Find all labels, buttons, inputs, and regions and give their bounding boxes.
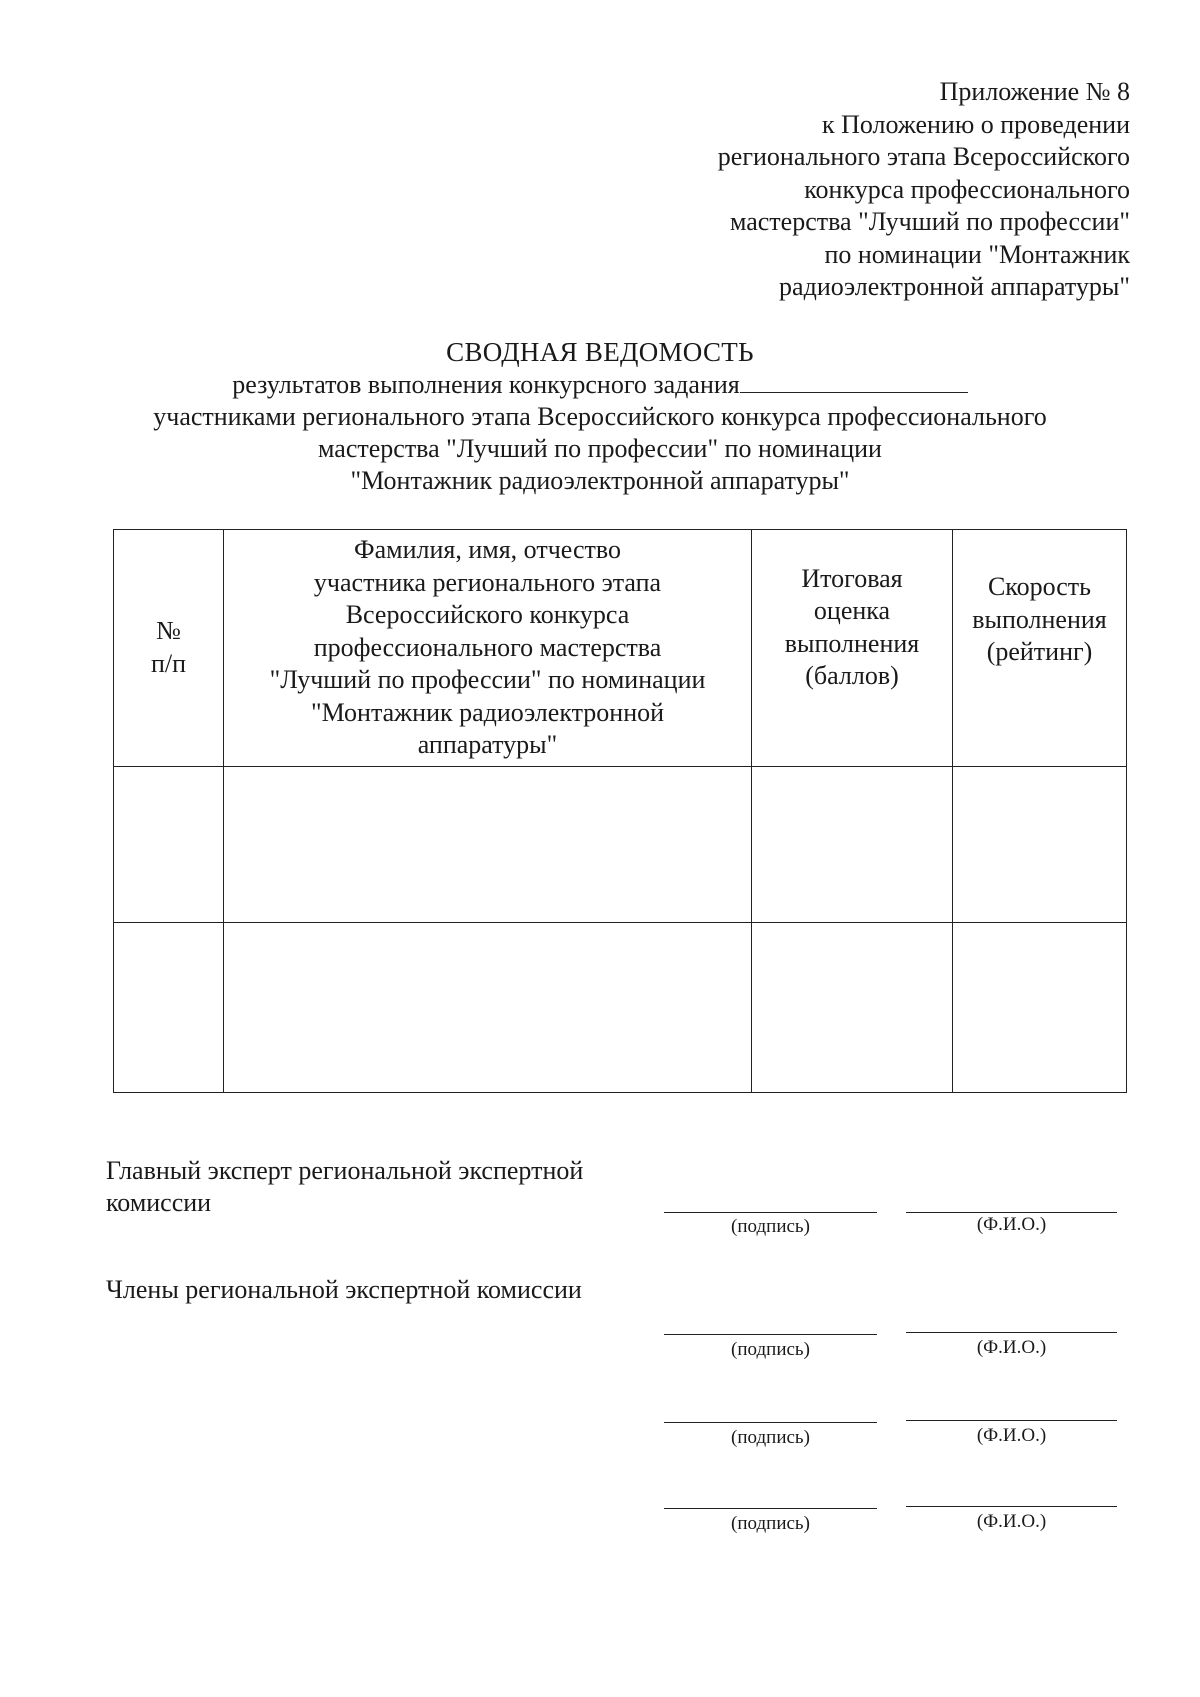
member-fio-line[interactable] — [906, 1506, 1117, 1507]
header-participant-name — [224, 530, 752, 767]
member-signature-line[interactable] — [664, 1422, 877, 1423]
header-number-line: п/п — [150, 648, 187, 678]
chief-expert-label — [106, 1155, 666, 1219]
cell-number[interactable] — [114, 922, 224, 1092]
header-number — [114, 530, 224, 767]
header-name-line: Всероссийского конкурса — [345, 600, 630, 629]
table-header-row — [114, 530, 1127, 767]
cell-participant-name[interactable] — [224, 766, 752, 922]
signature-caption: (подпись) — [731, 1339, 810, 1360]
heading-line-1 — [0, 368, 1200, 401]
signature-caption: (подпись) — [731, 1427, 810, 1448]
header-speed-line: (рейтинг) — [986, 637, 1093, 666]
chief-expert-label-line: Главный эксперт региональной экспертной — [106, 1156, 584, 1185]
header-score-line: выполнения — [784, 628, 920, 658]
cell-speed-rating[interactable] — [953, 766, 1127, 922]
header-name-line: профессионального мастерства — [313, 632, 662, 662]
cell-final-score[interactable] — [752, 922, 953, 1092]
header-name-line: участника регионального этапа — [313, 567, 662, 597]
members-label: Члены региональной экспертной комиссии — [106, 1275, 582, 1304]
member-fio-line[interactable] — [906, 1420, 1117, 1421]
header-speed-rating — [953, 530, 1127, 767]
header-final-score — [752, 530, 953, 767]
fio-caption: (Ф.И.О.) — [976, 1425, 1047, 1446]
appendix-note — [570, 76, 1130, 304]
member-signature-line[interactable] — [664, 1334, 877, 1335]
fio-caption: (Ф.И.О.) — [976, 1214, 1047, 1235]
appendix-line: Приложение № 8 — [939, 77, 1130, 106]
header-name-line: "Монтажник радиоэлектронной — [310, 697, 665, 727]
fio-caption: (Ф.И.О.) — [976, 1511, 1047, 1532]
chief-expert-label-line: комиссии — [106, 1188, 212, 1217]
heading-line-3: мастерства "Лучший по профессии" по номинации — [318, 434, 882, 463]
document-heading — [0, 336, 1200, 497]
table-row — [114, 922, 1127, 1092]
header-speed-line: выполнения — [972, 604, 1107, 634]
header-score-line: оценка — [813, 596, 891, 626]
task-name-blank[interactable] — [740, 368, 968, 393]
appendix-line: по номинации "Монтажник — [824, 239, 1130, 269]
header-name-line: аппаратуры" — [417, 730, 558, 759]
header-name-line: Фамилия, имя, отчество — [354, 535, 621, 564]
header-number-line: № — [156, 616, 181, 646]
document-title: СВОДНАЯ ВЕДОМОСТЬ — [446, 337, 754, 367]
appendix-line: мастерства "Лучший по профессии" — [729, 207, 1130, 236]
results-table — [113, 529, 1127, 1093]
appendix-line: к Положению о проведении — [821, 109, 1130, 139]
chief-fio-line[interactable] — [906, 1212, 1117, 1213]
signature-caption: (подпись) — [731, 1216, 810, 1237]
cell-final-score[interactable] — [752, 766, 953, 922]
signature-caption: (подпись) — [731, 1513, 810, 1534]
header-speed-line: Скорость — [987, 572, 1092, 601]
cell-speed-rating[interactable] — [953, 922, 1127, 1092]
header-name-line: "Лучший по профессии" по номинации — [269, 665, 706, 694]
cell-number[interactable] — [114, 766, 224, 922]
heading-line-2: участниками регионального этапа Всероссийского конкурса профессионального — [153, 402, 1047, 431]
fio-caption: (Ф.И.О.) — [976, 1337, 1047, 1358]
header-score-line: Итоговая — [801, 563, 903, 593]
table-row — [114, 766, 1127, 922]
heading-line-1-text: результатов выполнения конкурсного задания — [232, 370, 740, 399]
appendix-line: регионального этапа Всероссийского — [717, 142, 1130, 171]
appendix-line: радиоэлектронной аппаратуры" — [779, 272, 1130, 301]
cell-participant-name[interactable] — [224, 922, 752, 1092]
member-fio-line[interactable] — [906, 1332, 1117, 1333]
member-signature-line[interactable] — [664, 1508, 877, 1509]
appendix-line: конкурса профессионального — [804, 174, 1130, 204]
heading-line-4: "Монтажник радиоэлектронной аппаратуры" — [350, 466, 850, 495]
chief-signature-line[interactable] — [664, 1212, 877, 1213]
header-score-line: (баллов) — [805, 661, 899, 691]
